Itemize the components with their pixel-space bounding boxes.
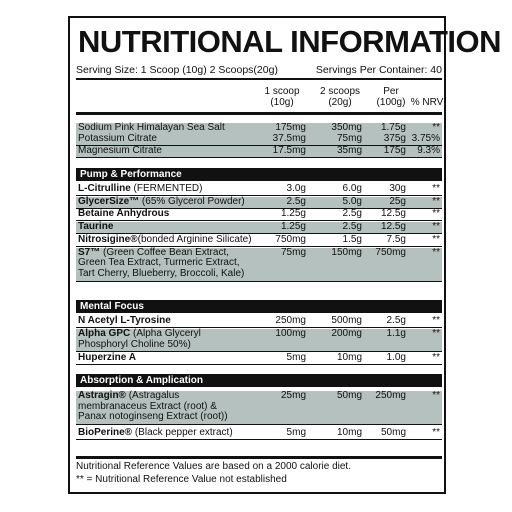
ingredient-name-bold: Taurine	[78, 221, 114, 233]
section-header-absorption	[76, 374, 442, 387]
ingredient-detail: Green Tea Extract, Turmeric Extract,	[78, 257, 240, 269]
value-v3: 7.5g	[386, 233, 406, 245]
ingredient-name-bold: Betaine Anhydrous	[78, 208, 170, 220]
ingredient-detail: Tart Cherry, Blueberry, Broccoli, Kale)	[78, 267, 245, 279]
ingredient-detail: (Black pepper extract)	[132, 427, 233, 438]
ingredient-name	[78, 329, 201, 350]
value-v2: 6.0g	[342, 183, 362, 194]
ingredient-name-bold: Astragin®	[78, 390, 126, 401]
value-v3: 250mg	[375, 390, 406, 401]
ingredient-name	[78, 197, 245, 208]
table-row	[76, 248, 442, 282]
ingredient-detail: (Green Coffee Bean Extract,	[100, 246, 230, 258]
value-v2: 5.0g	[342, 195, 362, 207]
value-v2: 10mg	[336, 352, 362, 363]
value-nrv: **	[432, 221, 440, 233]
ingredient-name-bold: Huperzine A	[78, 352, 136, 363]
ingredient-name	[78, 184, 202, 195]
section-header-mental	[76, 300, 442, 313]
ingredient-detail: Panax notoginseng Extract (root))	[78, 411, 228, 423]
table-row	[76, 391, 442, 425]
value-v3: 1.1g	[386, 328, 406, 339]
header-col4: % NRV	[410, 97, 444, 108]
ingredient-name-bold: Nitrosigine®	[78, 233, 138, 245]
value-nrv: **	[432, 427, 440, 438]
ingredient-detail: (bonded Arginine Silicate)	[137, 233, 252, 245]
value-nrv: 9.3%	[417, 144, 440, 156]
ingredient-name	[78, 428, 233, 439]
value-v2: 75mg	[336, 133, 362, 145]
table-row	[76, 329, 442, 352]
header-col2: 2 scoops (20g)	[319, 86, 361, 108]
ingredient-name	[78, 146, 162, 157]
table-row	[76, 235, 442, 247]
table-row	[76, 197, 442, 209]
value-v1: 5mg	[286, 427, 306, 438]
value-v1: 25mg	[280, 390, 306, 401]
ingredient-name	[78, 391, 228, 423]
value-v1: 2.5g	[286, 195, 306, 207]
value-nrv: **	[432, 352, 440, 363]
servings-per-container: Servings Per Container: 40	[315, 64, 442, 76]
ingredient-name	[78, 209, 169, 220]
ingredient-detail: (Alpha Glyceryl	[130, 328, 201, 339]
serving-size: Serving Size: 1 Scoop (10g) 2 Scoops(20g)	[76, 64, 278, 76]
value-v3: 25g	[389, 195, 406, 207]
value-v1: 1.25g	[280, 221, 306, 233]
value-nrv: **	[432, 208, 440, 220]
ingredient-name	[78, 123, 225, 134]
value-v3: 375g	[383, 133, 406, 145]
table-row	[76, 209, 442, 221]
table-row	[76, 146, 442, 158]
value-v2: 2.5g	[342, 208, 362, 220]
value-v3: 1.0g	[386, 352, 406, 363]
footer-note-2: ** = Nutritional Reference Value not established	[76, 474, 287, 485]
value-v1: 750mg	[275, 233, 306, 245]
value-v2: 350mg	[331, 122, 362, 133]
table-row	[76, 184, 442, 196]
value-v1: 250mg	[275, 315, 306, 326]
ingredient-name	[78, 134, 157, 145]
table-row	[76, 316, 442, 328]
ingredient-detail: membranaceus Extract (root) &	[78, 400, 217, 412]
value-nrv: **	[432, 195, 440, 207]
ingredient-name	[78, 248, 244, 280]
value-v1: 3.0g	[286, 183, 306, 194]
nutrition-panel	[68, 16, 502, 494]
ingredient-name	[78, 316, 171, 327]
value-v2: 150mg	[331, 246, 362, 258]
value-nrv: **	[432, 315, 440, 326]
value-v1: 37.5mg	[272, 133, 306, 145]
ingredient-name-bold: GlycerSize™	[78, 195, 140, 207]
header-col1: 1 scoop (10g)	[264, 86, 300, 108]
ingredient-name	[78, 235, 252, 246]
value-nrv: **	[432, 328, 440, 339]
value-v3: 750mg	[375, 246, 406, 258]
footer-rule	[76, 456, 442, 459]
panel-title: NUTRITIONAL INFORMATION	[78, 24, 502, 59]
value-v2: 10mg	[336, 427, 362, 438]
ingredient-name	[78, 353, 136, 364]
value-v2: 35mg	[336, 144, 362, 156]
ingredient-detail: (FERMENTED)	[130, 183, 203, 194]
ingredient-detail: (65% Glycerol Powder)	[139, 195, 245, 207]
value-v1: 100mg	[275, 328, 306, 339]
table-row	[76, 353, 442, 365]
section-title: Pump & Performance	[80, 169, 182, 180]
value-v3: 12.5g	[380, 221, 406, 233]
ingredient-name-bold: S7™	[78, 246, 101, 258]
value-v1: 75mg	[280, 246, 306, 258]
value-v3: 12.5g	[380, 208, 406, 220]
section-title: Absorption & Amplication	[80, 375, 203, 386]
ingredient-name-bold: Alpha GPC	[78, 328, 131, 339]
value-v1: 175mg	[275, 122, 306, 133]
value-v3: 2.5g	[386, 315, 406, 326]
value-v2: 500mg	[331, 315, 362, 326]
value-v3: 175g	[383, 144, 406, 156]
value-v2: 200mg	[331, 328, 362, 339]
ingredient-name-bold: Magnesium Citrate	[78, 144, 162, 156]
value-v3: 50mg	[380, 427, 406, 438]
ingredient-detail: Phosphoryl Choline 50%)	[78, 338, 191, 350]
value-nrv: **	[432, 122, 440, 133]
header-col3: Per (100g)	[376, 86, 406, 108]
value-v2: 50mg	[336, 390, 362, 401]
section-title: Mental Focus	[80, 301, 144, 312]
value-nrv: 3.75%	[411, 133, 440, 145]
serving-info	[76, 62, 442, 80]
value-v1: 17.5mg	[272, 144, 306, 156]
value-v2: 2.5g	[342, 221, 362, 233]
section-header-pump	[76, 168, 442, 181]
ingredient-name-bold: N Acetyl L-Tyrosine	[78, 315, 171, 326]
header-rule	[76, 112, 442, 115]
value-nrv: **	[432, 246, 440, 258]
value-v3: 1.75g	[380, 122, 406, 133]
value-nrv: **	[432, 183, 440, 194]
ingredient-name-bold: Potassium Citrate	[78, 133, 157, 145]
value-v1: 1.25g	[280, 208, 306, 220]
ingredient-name-bold: Sodium Pink Himalayan Sea Salt	[78, 122, 225, 133]
ingredient-name-bold: BioPerine®	[78, 427, 133, 438]
table-row	[76, 428, 442, 440]
ingredient-detail: (Astragalus	[125, 390, 180, 401]
ingredient-name	[78, 222, 113, 233]
value-v2: 1.5g	[342, 233, 362, 245]
value-nrv: **	[432, 390, 440, 401]
value-v3: 30g	[389, 183, 406, 194]
footer-note-1: Nutritional Reference Values are based on a 2000 calorie diet.	[76, 461, 351, 472]
value-v1: 5mg	[286, 352, 306, 363]
table-row	[76, 222, 442, 234]
ingredient-name-bold: L-Citrulline	[78, 183, 131, 194]
value-nrv: **	[432, 233, 440, 245]
